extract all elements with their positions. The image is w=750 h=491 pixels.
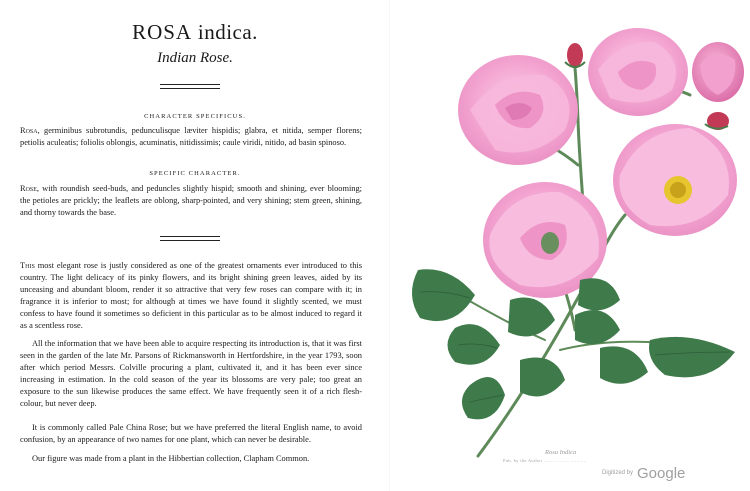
page-subtitle: Indian Rose. bbox=[157, 50, 233, 66]
flower-bud-right bbox=[692, 42, 744, 102]
bud-right-hip bbox=[705, 112, 729, 130]
english-text: with roundish seed-buds, and peduncles slightly hispid; smooth and shining, ever blooming; the petioles are prickly; the leaflets are oblong, sharp-pointed, and very shining; stem green, shining, and thorny towards the base. bbox=[20, 184, 363, 218]
leaf-5 bbox=[520, 358, 565, 397]
leaf-7 bbox=[600, 346, 648, 383]
title-species: indica. bbox=[197, 20, 258, 44]
body-paragraph-2: All the information that we have been able to acquire respecting its introduction is, that it was first seen in the garden of the late Mr. Parsons of Rickmansworth in Hertfordshire, in the year 1793, soon after which period Messrs. Colville procuring a plant, cultivated it, and it has been ever since increasing in estimation. In the cold season of the year its blossoms are very pale; too great an exposure to the sun likewise produces the same effect. We have frequently seen it of a rich flesh-colour, but never deep. bbox=[20, 339, 362, 409]
flower-top-center bbox=[588, 28, 688, 116]
english-lead: Rose, bbox=[20, 184, 40, 193]
body-paragraph-4: Our figure was made from a plant in the Hibbertian collection, Clapham Common. bbox=[32, 454, 310, 463]
title-genus: ROSA bbox=[132, 20, 193, 44]
flower-open-center bbox=[613, 124, 737, 236]
bud-top bbox=[565, 43, 585, 67]
heading-latin: CHARACTER SPECIFICUS. bbox=[144, 113, 246, 120]
google-watermark: Google bbox=[637, 465, 686, 482]
flower-large-left bbox=[458, 55, 578, 165]
leaf-4 bbox=[508, 298, 555, 337]
plate-caption: Rosa Indica bbox=[545, 449, 577, 456]
leaf-9 bbox=[578, 278, 620, 310]
digitized-by-text: Digitized by bbox=[602, 470, 634, 476]
body1-text: most elegant rose is justly considered as one of the greatest ornaments ever introduced to this country. The light delicacy of its pinky flowers, and its bright shining green leaves, aided by its unceasing and abundant bloom, render it so attractive that very few roses can compare with it; in fragrance it is inferior to most; for although at times we have found it slightly scented, we must confess to have found it sometimes so deficient in this particular as to be almost induced to regard it as a scentless rose. bbox=[20, 261, 362, 331]
leaf-1 bbox=[412, 269, 475, 321]
bud-center bbox=[541, 232, 559, 254]
body1-lead: This bbox=[20, 261, 35, 270]
body-paragraph-3: It is commonly called Pale China Rose; but we have preferred the literal English name, to avoid confusion, by an appearance of two names for one plant, which can never be desirable. bbox=[20, 423, 362, 445]
plate-imprint: Pub. by the Author ....... .......... ........... bbox=[503, 458, 587, 463]
leaf-8 bbox=[649, 337, 735, 377]
heading-english: SPECIFIC CHARACTER. bbox=[149, 170, 241, 177]
leaf-6 bbox=[575, 310, 620, 344]
latin-lead: Rosa, bbox=[20, 126, 40, 135]
latin-text: germinibus subrotundis, pedunculisque læviter hispidis; glabra, et nitida, semper florens; petiolis aculeatis; foliolis oblongis, acuminatis, nitidissimis; caule viridi, nitido, ad basin spinoso. bbox=[20, 126, 362, 148]
leaf-3 bbox=[462, 377, 505, 419]
